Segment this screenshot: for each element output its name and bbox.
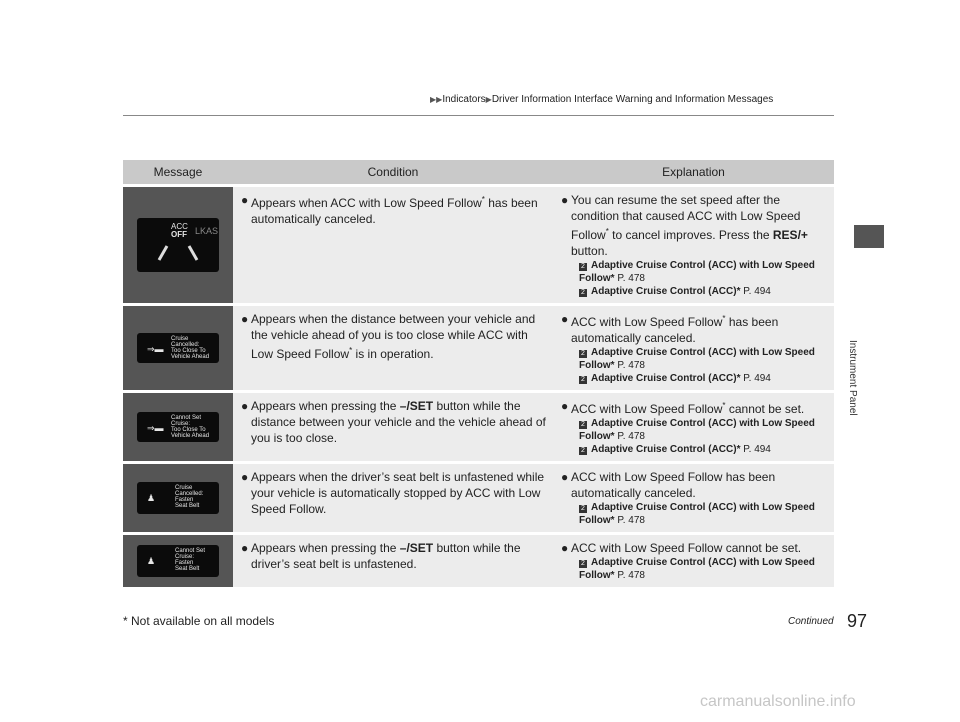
condition-cell [233, 535, 553, 587]
display-message: Cruise Cancelled: Too Close To Vehicle Ahead [171, 336, 210, 360]
page-number: 97 [847, 611, 868, 631]
explanation-text [571, 540, 801, 556]
message-image-cell [123, 393, 233, 461]
explanation-cell [553, 187, 834, 303]
condition-text [251, 469, 547, 517]
explanation-text [571, 192, 828, 259]
message-image-cell [123, 535, 233, 587]
reference-arrow-icon: 2 [579, 350, 587, 358]
explanation-cell [553, 393, 834, 461]
cross-reference[interactable] [579, 501, 828, 527]
button-name: –/SET [399, 541, 434, 555]
condition-text [251, 311, 547, 362]
display-message: Cruise Cancelled: Fasten Seat Belt [175, 485, 204, 509]
section-tab [854, 225, 884, 248]
message-image-cell [123, 306, 233, 390]
table-row [123, 187, 834, 303]
explanation-bullet [561, 469, 828, 501]
display-message: Cannot Set Cruise: Too Close To Vehicle Ahead [171, 415, 210, 439]
condition-text [251, 398, 547, 446]
footnote-star: * [610, 515, 615, 526]
condition-bullet [241, 469, 547, 517]
condition-bullet [241, 311, 547, 362]
breadcrumb-item: Driver Information Interface Warning and Information Messages [491, 94, 774, 105]
reference-arrow-icon: 2 [579, 505, 587, 513]
bullet-dot: ● [241, 399, 249, 413]
text-run: ACC with Low Speed Follow [571, 402, 723, 416]
off-label: OFF [171, 230, 187, 239]
bullet-dot: ● [561, 470, 569, 484]
explanation-bullet [561, 311, 828, 346]
text-run: to cancel improves. Press the [608, 228, 773, 242]
footnote: * Not available on all models [123, 614, 275, 628]
explanation-bullet [561, 540, 828, 556]
warning-display [137, 545, 219, 577]
reference-page: P. 494 [743, 373, 771, 384]
header-divider [123, 115, 834, 116]
message-image-cell [123, 187, 233, 303]
reference-arrow-icon: 2 [579, 447, 587, 455]
explanation-text [571, 469, 828, 501]
breadcrumb-item: Indicators [442, 94, 486, 105]
text-run: has been automatically canceled. [251, 196, 538, 226]
reference-page: P. 478 [617, 273, 645, 284]
reference-page: P. 478 [617, 570, 645, 581]
bullet-dot: ● [241, 470, 249, 484]
text-run: button while the distance between your vehicle and the vehicle ahead of you is too close. [251, 399, 546, 445]
footnote-star: * [610, 273, 615, 284]
bullet-dot: ● [561, 541, 569, 555]
bullet-dot: ● [241, 193, 249, 207]
explanation-cell [553, 464, 834, 532]
lkas-label: LKAS [195, 226, 219, 236]
text-run: has been automatically canceled. [571, 315, 779, 345]
bullet-dot: ● [561, 312, 569, 326]
reference-title: Adaptive Cruise Control (ACC) [591, 444, 737, 455]
condition-bullet [241, 398, 547, 446]
text-run: Appears when the driver’s seat belt is unfastened while your vehicle is automatically stopped by ACC with Low Speed Follow. [251, 470, 545, 516]
explanation-bullet [561, 192, 828, 259]
table-row [123, 306, 834, 390]
cross-reference[interactable] [579, 417, 828, 443]
explanation-text [571, 311, 828, 346]
text-run: Appears when ACC with Low Speed Follow [251, 196, 482, 210]
reference-page: P. 494 [743, 444, 771, 455]
reference-title: Adaptive Cruise Control (ACC) [591, 286, 737, 297]
reference-page: P. 478 [617, 360, 645, 371]
acc-off-display [137, 218, 219, 272]
footnote-star: * [481, 195, 485, 204]
condition-bullet [241, 192, 547, 227]
reference-title: Adaptive Cruise Control (ACC) with Low Speed Follow [579, 347, 815, 371]
reference-page: P. 478 [617, 515, 645, 526]
text-run: is in operation. [352, 347, 434, 361]
watermark: carmanualsonline.info [700, 693, 856, 710]
section-label: Instrument Panel [847, 340, 858, 416]
reference-title: Adaptive Cruise Control (ACC) with Low Speed Follow [579, 557, 815, 581]
explanation-bullet [561, 398, 828, 417]
continued-label: Continued [788, 616, 834, 627]
condition-cell [233, 464, 553, 532]
reference-title: Adaptive Cruise Control (ACC) with Low Speed Follow [579, 418, 815, 442]
bullet-dot: ● [241, 312, 249, 326]
acc-label: ACC [171, 222, 188, 231]
bullet-dot: ● [561, 399, 569, 413]
footnote-star: * [349, 346, 353, 355]
warning-display [137, 333, 219, 363]
seat-belt-icon: ♟ [147, 556, 156, 566]
footnote-star: * [722, 314, 726, 323]
footnote-star: * [605, 227, 609, 236]
cross-reference[interactable] [579, 259, 828, 285]
vehicle-ahead-icon: ⇒▬ [147, 344, 164, 354]
reference-title: Adaptive Cruise Control (ACC) with Low Speed Follow [579, 260, 815, 284]
table-row [123, 535, 834, 587]
text-run: Appears when pressing the [251, 399, 400, 413]
explanation-cell [553, 306, 834, 390]
button-name: RES/+ [772, 228, 808, 242]
seat-belt-icon: ♟ [147, 493, 156, 503]
table-row [123, 464, 834, 532]
text-run: cannot be set. [725, 402, 805, 416]
text-run: button while the driver’s seat belt is unfastened. [251, 541, 521, 571]
text-run: Appears when the distance between your vehicle and the vehicle ahead of you is too close while ACC with Low Speed Follow [251, 312, 536, 361]
button-name: –/SET [399, 399, 434, 413]
warning-display [137, 412, 219, 442]
condition-cell [233, 393, 553, 461]
message-table [123, 157, 834, 590]
reference-arrow-icon: 2 [579, 263, 587, 271]
text-run: ACC with Low Speed Follow has been automatically canceled. [571, 470, 776, 500]
reference-arrow-icon: 2 [579, 421, 587, 429]
reference-page: P. 494 [743, 286, 771, 297]
column-header: Message [123, 160, 233, 184]
footnote-star: * [610, 360, 615, 371]
cross-reference[interactable] [579, 556, 828, 582]
vehicle-ahead-icon: ⇒▬ [147, 423, 164, 433]
footnote-star: * [610, 570, 615, 581]
breadcrumb [430, 94, 773, 105]
text-run: button. [571, 244, 608, 258]
warning-display [137, 482, 219, 514]
triangle-right-icon: ▶▶ [430, 95, 443, 104]
reference-arrow-icon: 2 [579, 289, 587, 297]
display-message: Cannot Set Cruise: Fasten Seat Belt [175, 548, 206, 572]
text-run: ACC with Low Speed Follow [571, 315, 723, 329]
condition-text [251, 540, 547, 572]
reference-page: P. 478 [617, 431, 645, 442]
footnote-star: * [736, 444, 741, 455]
footnote-star: * [610, 431, 615, 442]
triangle-right-icon: ▶ [485, 95, 492, 104]
footnote-star: * [736, 373, 741, 384]
explanation-text [571, 398, 804, 417]
text-run: Appears when pressing the [251, 541, 400, 555]
condition-cell [233, 306, 553, 390]
cross-reference[interactable] [579, 443, 828, 456]
column-header: Explanation [553, 160, 834, 184]
reference-arrow-icon: 2 [579, 560, 587, 568]
column-header: Condition [233, 160, 553, 184]
message-image-cell [123, 464, 233, 532]
condition-cell [233, 187, 553, 303]
footnote-star: * [722, 401, 726, 410]
bullet-dot: ● [241, 541, 249, 555]
table-row [123, 393, 834, 461]
condition-bullet [241, 540, 547, 572]
cross-reference[interactable] [579, 372, 828, 385]
reference-title: Adaptive Cruise Control (ACC) with Low Speed Follow [579, 502, 815, 526]
bullet-dot: ● [561, 193, 569, 207]
reference-title: Adaptive Cruise Control (ACC) [591, 373, 737, 384]
text-run: You can resume the set speed after the condition that caused ACC with Low Speed Follow [571, 193, 801, 242]
reference-arrow-icon: 2 [579, 376, 587, 384]
footnote-star: * [736, 286, 741, 297]
text-run: ACC with Low Speed Follow cannot be set. [571, 541, 802, 555]
cross-reference[interactable] [579, 346, 828, 372]
explanation-cell [553, 535, 834, 587]
condition-text [251, 192, 547, 227]
cross-reference[interactable] [579, 285, 828, 298]
